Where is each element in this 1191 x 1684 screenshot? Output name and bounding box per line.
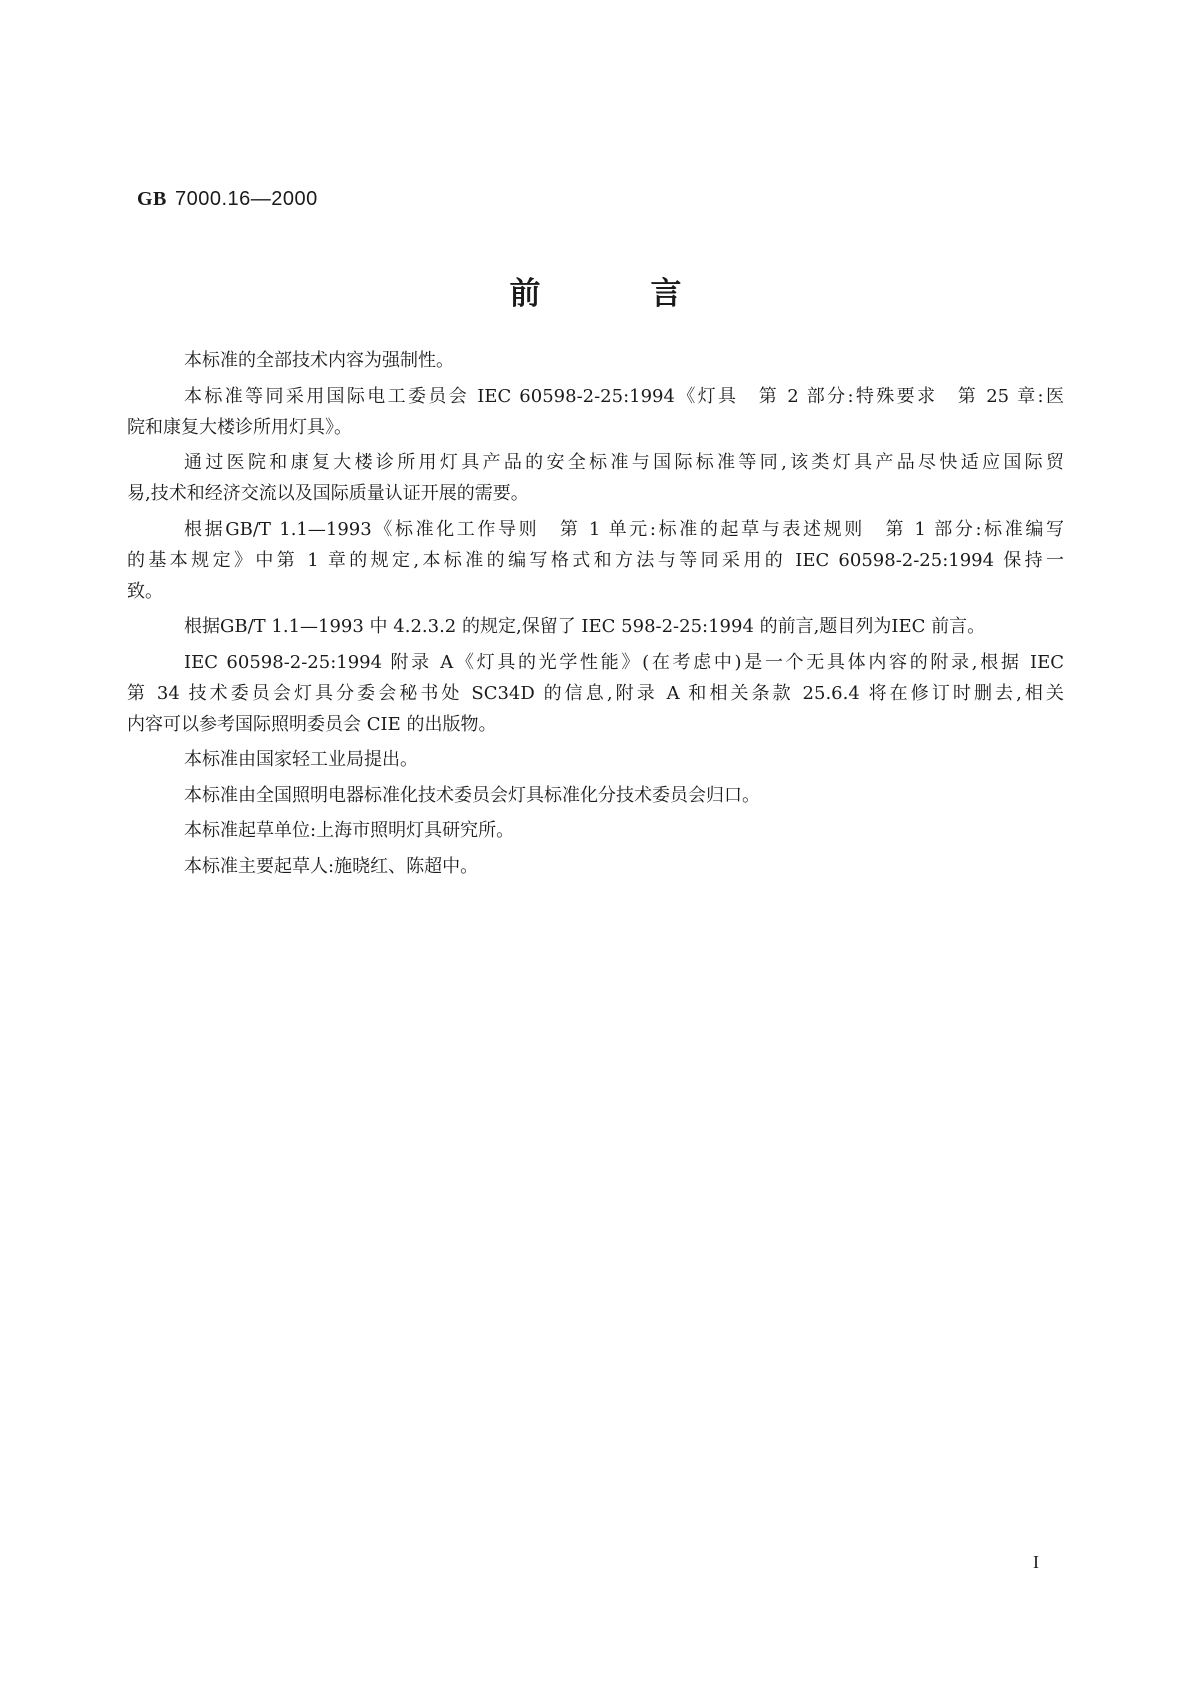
document-header xyxy=(137,188,318,211)
standard-number: 7000.16—2000 xyxy=(174,188,318,210)
paragraph xyxy=(127,345,1064,376)
paragraph xyxy=(127,851,1064,882)
paragraph-line: 本标准的全部技术内容为强制性。 xyxy=(184,350,454,371)
paragraph-line: 易,技术和经济交流以及国际质量认证开展的需要。 xyxy=(127,483,529,504)
paragraph-line: 致。 xyxy=(127,580,163,602)
paragraph-line: 内容可以参考国际照明委员会 CIE 的出版物。 xyxy=(127,713,497,735)
paragraph-line: 本标准由国家轻工业局提出。 xyxy=(184,749,418,770)
paragraph xyxy=(127,744,1064,775)
page-number: I xyxy=(1033,1552,1039,1572)
paragraph-line: 院和康复大楼诊所用灯具》。 xyxy=(127,416,352,438)
paragraph-line: 本标准等同采用国际电工委员会 IEC 60598-2-25:1994《灯具 第 2 部分:特殊要求 第 25 章:医 xyxy=(184,385,1064,407)
standard-prefix: GB xyxy=(137,188,167,210)
paragraph-line: 通过医院和康复大楼诊所用灯具产品的安全标准与国际标准等同,该类灯具产品尽快适应国际贸 xyxy=(184,452,1064,473)
paragraph-line: 本标准主要起草人:施晓红、陈超中。 xyxy=(184,855,479,877)
paragraph-line: 第 34 技术委员会灯具分委会秘书处 SC34D 的信息,附录 A 和相关条款 25.6.4 将在修订时删去,相关 xyxy=(127,682,1064,704)
paragraph-line: IEC 60598-2-25:1994 附录 A《灯具的光学性能》(在考虑中)是一个无具体内容的附录,根据 IEC xyxy=(184,651,1064,673)
page-title xyxy=(0,276,1191,312)
foreword-body xyxy=(127,345,1064,886)
paragraph-line: 本标准起草单位:上海市照明灯具研究所。 xyxy=(184,820,515,841)
paragraph-line: 根据GB/T 1.1—1993 中 4.2.3.2 的规定,保留了 IEC 598-2-25:1994 的前言,题目列为IEC 前言。 xyxy=(184,616,986,637)
paragraph xyxy=(127,514,1064,607)
paragraph xyxy=(127,780,1064,811)
paragraph xyxy=(127,647,1064,740)
paragraph-line: 本标准由全国照明电器标准化技术委员会灯具标准化分技术委员会归口。 xyxy=(184,784,760,806)
title-char-2: 言 xyxy=(650,276,682,312)
paragraph-line: 根据GB/T 1.1—1993《标准化工作导则 第 1 单元:标准的起草与表述规则 第 1 部分:标准编写 xyxy=(184,518,1064,540)
paragraph xyxy=(127,381,1064,443)
paragraph-line: 的基本规定》中第 1 章的规定,本标准的编写格式和方法与等同采用的 IEC 60598-2-25:1994 保持一 xyxy=(127,549,1064,571)
paragraph xyxy=(127,815,1064,846)
title-char-1: 前 xyxy=(509,276,541,312)
paragraph xyxy=(127,447,1064,509)
paragraph xyxy=(127,611,1064,642)
